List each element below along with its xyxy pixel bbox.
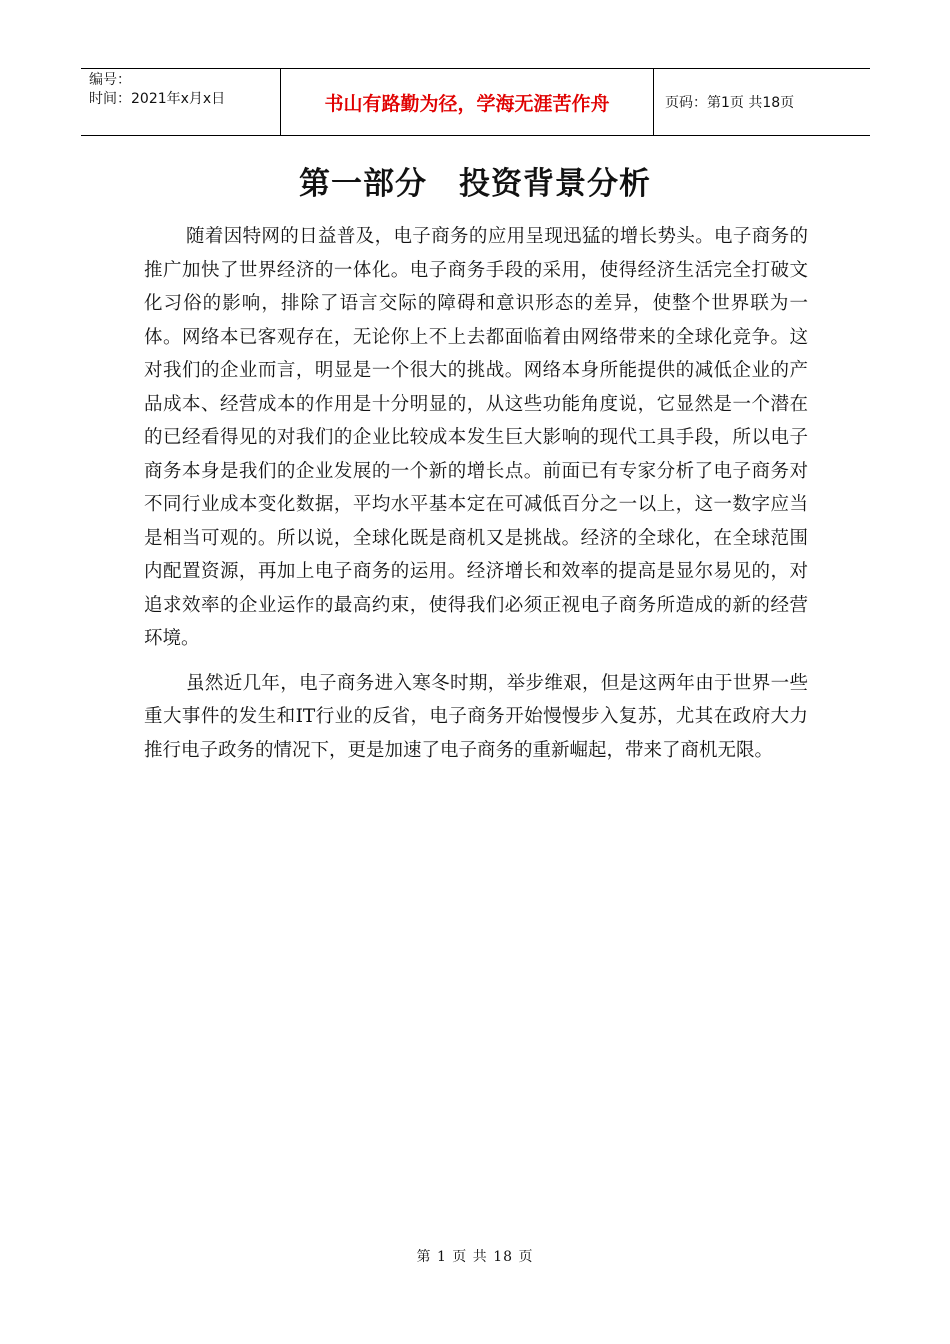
section-title: 第一部分 投资背景分析 xyxy=(299,166,651,202)
number-label: 编号： xyxy=(89,72,131,88)
header-meta xyxy=(81,69,281,135)
paragraph: 虽然近几年，电子商务进入寒冬时期，举步维艰，但是这两年由于世界一些重大事件的发生和IT行业的反省，电子商务开始慢慢步入复苏，尤其在政府大力推行电子政务的情况下，更是加速了电子商务的重新崛起，带来了商机无限。 xyxy=(144,672,808,761)
page-footer: 第 1 页 共 18 页 xyxy=(416,1249,534,1265)
header-page-label: 页码：第1页 共18页 xyxy=(665,95,795,111)
document-header xyxy=(81,68,870,136)
paragraph: 随着因特网的日益普及，电子商务的应用呈现迅猛的增长势头。电子商务的推广加快了世界经济的一体化。电子商务手段的采用，使得经济生活完全打破文化习俗的影响，排除了语言交际的障碍和意识形态的差异，使整个世界联为一体。网络本已客观存在，无论你上不上去都面临着由网络带来的全球化竞争。这对我们的企业而言，明显是一个很大的挑战。网络本身所能提供的减低企业的产品成本、经营成本的作用是十分明显的，从这些功能角度说，它显然是一个潜在的已经看得见的对我们的企业比较成本发生巨大影响的现代工具手段，所以电子商务本身是我们的企业发展的一个新的增长点。前面已有专家分析了电子商务对不同行业成本变化数据，平均水平基本定在可减低百分之一以上，这一数字应当是相当可观的。所以说，全球化既是商机又是挑战。经济的全球化，在全球范围内配置资源，再加上电子商务的运用。经济增长和效率的提高是显尔易见的，对追求效率的企业运作的最高约束，使得我们必须正视电子商务所造成的新的经营环境。 xyxy=(144,226,808,649)
body-text xyxy=(144,220,808,778)
header-motto: 书山有路勤为径，学海无涯苦作舟 xyxy=(281,69,654,135)
time-label: 时间：2021年x月x日 xyxy=(89,91,226,107)
